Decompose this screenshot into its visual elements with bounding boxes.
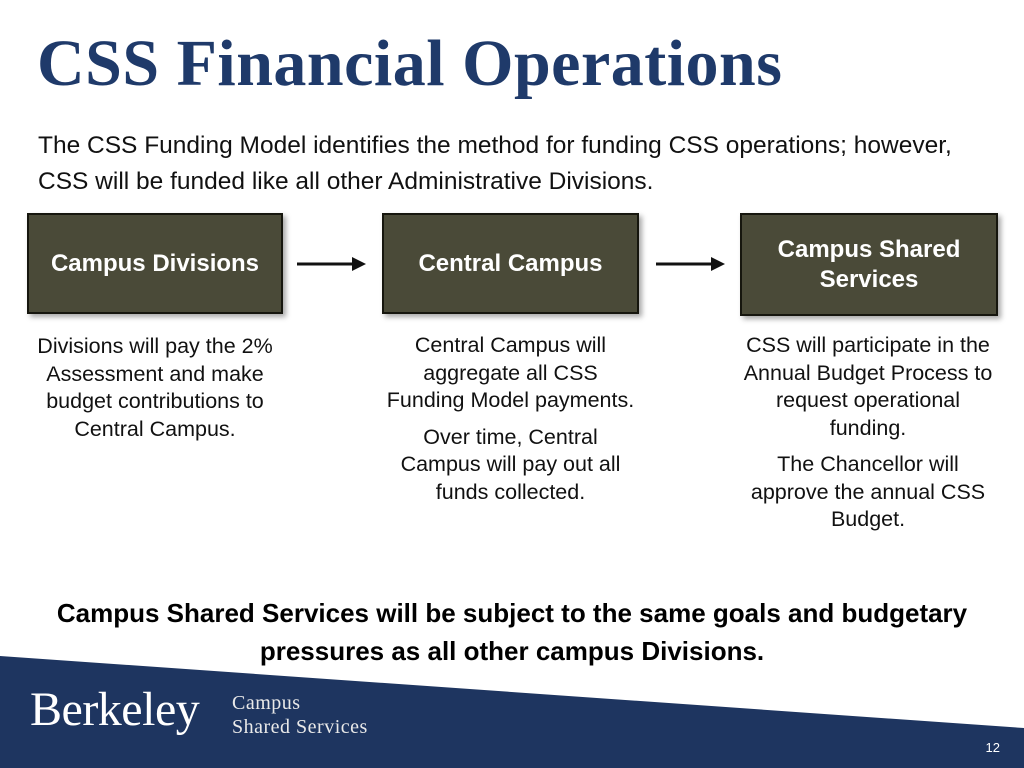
description-text: Divisions will pay the 2% Assessment and make budget contributions to Central Campus. (37, 334, 273, 441)
description-text: Over time, Central Campus will pay out all funds collected. (400, 424, 621, 504)
slide-title: CSS Financial Operations (37, 27, 783, 100)
intro-text: The CSS Funding Model identifies the method for funding CSS operations; however, CSS will be funded like all other Administrative Divisions. (38, 132, 952, 195)
description-text: The Chancellor will approve the annual CSS Budget. (750, 452, 986, 531)
description-text: CSS will participate in the Annual Budget Process to request operational funding. (743, 333, 993, 440)
logo-subtitle-line: Campus (232, 692, 301, 714)
arrow-right-icon (655, 254, 727, 274)
flow-box-label: Campus Shared Services (777, 235, 961, 293)
arrow-right-icon (296, 254, 368, 274)
description-campus-divisions (27, 333, 283, 452)
berkeley-logo: Berkeley (30, 683, 200, 736)
flow-box-campus-divisions (27, 213, 283, 314)
description-text: Central Campus will aggregate all CSS Funding Model payments. (386, 333, 635, 412)
flow-box-label: Campus Divisions (50, 249, 260, 277)
page-number: 12 (985, 740, 1000, 755)
conclusion-text: Campus Shared Services will be subject to the same goals and budgetary pressures as all other campus Divisions. (56, 598, 968, 666)
flow-box-central-campus (382, 213, 639, 314)
description-central-campus (382, 332, 639, 515)
logo-subtitle-line: Shared Services (232, 716, 368, 738)
flow-box-label: Central Campus (418, 249, 603, 277)
description-campus-shared-services (742, 332, 994, 543)
logo-subtitle (232, 691, 368, 739)
flow-box-campus-shared-services (740, 213, 998, 316)
